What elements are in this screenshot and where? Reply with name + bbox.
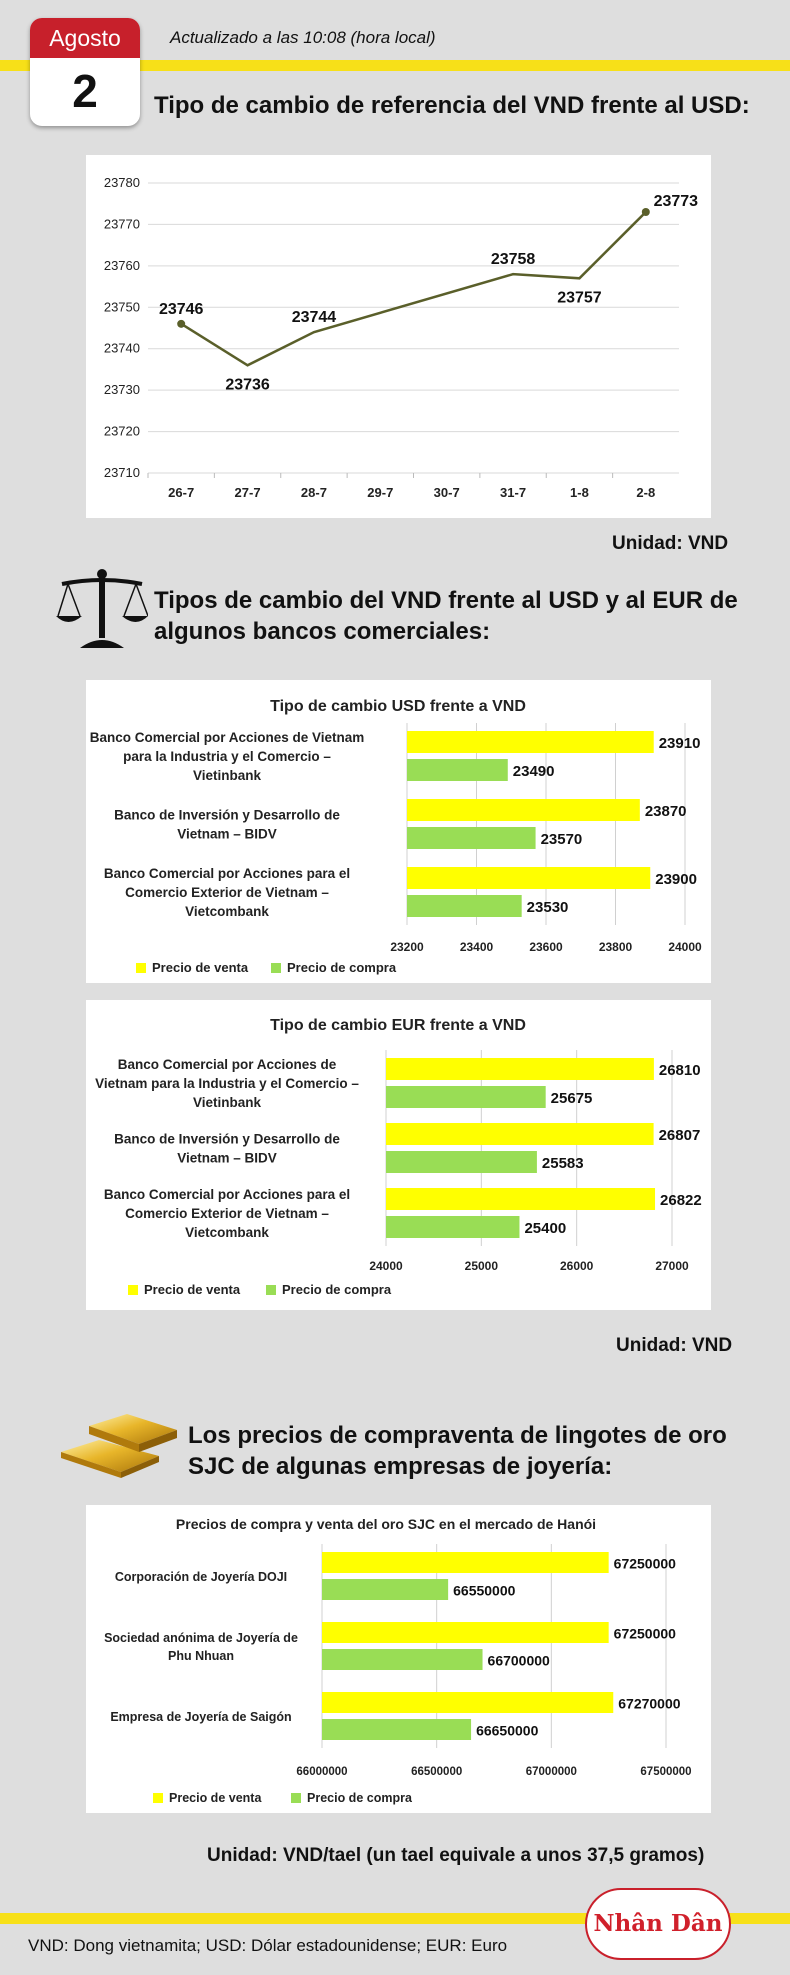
- banks-title-line2: algunos bancos comerciales:: [154, 618, 491, 645]
- y-tick-label: 23750: [103, 299, 140, 315]
- data-label: 23900: [655, 871, 697, 888]
- y-tick-label: 23710: [103, 465, 140, 480]
- legend-swatch-sell: [128, 1285, 138, 1295]
- x-tick-label: 27000: [655, 1259, 689, 1273]
- chart-title: Tipo de cambio EUR frente a VND: [270, 1017, 526, 1034]
- eur-rate-svg: [86, 1000, 711, 1310]
- chart-title: Tipo de cambio USD frente a VND: [270, 698, 526, 715]
- bar-sell: [407, 731, 654, 753]
- category-label: Vietcombank: [185, 904, 269, 919]
- category-label: Vietcombank: [185, 1225, 269, 1240]
- x-tick-label: 26000: [559, 1259, 594, 1273]
- legend-label-buy: Precio de compra: [307, 1791, 412, 1805]
- y-tick-label: 23740: [103, 340, 140, 356]
- gold-bar-icon: [55, 1400, 180, 1485]
- data-label: 26810: [658, 1062, 701, 1079]
- abbreviations-note: VND: Dong vietnamita; USD: Dólar estadounidense; EUR: Euro: [28, 1936, 508, 1955]
- category-label: Comercio Exterior de Vietnam –: [125, 885, 329, 900]
- category-label: Vietinbank: [192, 768, 262, 783]
- bar-buy: [322, 1579, 448, 1600]
- data-label: 23530: [526, 899, 569, 916]
- bar-sell: [322, 1552, 609, 1573]
- banks-title-line1: Tipos de cambio del VND frente al USD y al EUR de: [154, 587, 738, 614]
- legend-label-sell: Precio de venta: [169, 1791, 262, 1805]
- calendar-month: Agosto: [30, 18, 140, 58]
- gold-title-line2: SJC de algunas empresas de joyería:: [188, 1453, 613, 1480]
- data-label: 23746: [158, 300, 204, 318]
- x-tick-label: 1-8: [570, 485, 589, 500]
- category-label: Banco de Inversión y Desarrollo de: [114, 807, 340, 823]
- data-label: 25583: [541, 1155, 584, 1172]
- data-label: 67250000: [613, 1555, 676, 1572]
- x-tick-label: 29-7: [367, 485, 394, 500]
- legend-label-sell: Precio de venta: [152, 960, 249, 975]
- gold-section-title: [188, 1420, 727, 1482]
- x-tick-label: 2-8: [636, 485, 656, 500]
- category-label: Vietnam – BIDV: [177, 826, 277, 842]
- x-tick-label: 23800: [598, 940, 633, 954]
- x-tick-label: 26-7: [168, 485, 195, 500]
- data-label: 66650000: [476, 1722, 539, 1739]
- x-tick-label: 66000000: [296, 1766, 348, 1778]
- category-label: Vietnam – BIDV: [177, 1150, 277, 1166]
- data-label: 23910: [658, 735, 701, 752]
- x-tick-label: 25000: [464, 1259, 499, 1273]
- eur-rate-chart: [86, 1000, 711, 1310]
- data-label: 23773: [653, 193, 699, 210]
- x-tick-label: 28-7: [300, 485, 327, 500]
- data-label: 26807: [658, 1127, 701, 1144]
- data-label: 23758: [490, 251, 536, 269]
- category-label: Empresa de Joyería de Saigón: [110, 1710, 292, 1724]
- bar-buy: [322, 1719, 471, 1740]
- reference-rate-svg: [86, 155, 711, 518]
- bar-buy: [386, 1151, 537, 1173]
- nhan-dan-logo: Nhân Dân: [585, 1888, 731, 1960]
- bar-sell: [386, 1188, 655, 1210]
- calendar-day: 2: [72, 65, 98, 117]
- category-label: para la Industria y el Comercio –: [123, 749, 331, 764]
- bar-sell: [407, 799, 640, 821]
- update-time: Actualizado a las 10:08 (hora local): [170, 28, 436, 47]
- x-tick-label: 23200: [390, 940, 424, 954]
- category-label: Vietinbank: [192, 1095, 262, 1110]
- x-tick-label: 67000000: [525, 1766, 577, 1778]
- reference-rate-chart: [86, 155, 711, 518]
- data-label: 23870: [644, 803, 687, 820]
- bar-buy: [407, 895, 522, 917]
- banks-unit: Unidad: VND: [616, 1335, 733, 1356]
- x-tick-label: 30-7: [433, 485, 460, 500]
- x-tick-label: 24000: [668, 940, 702, 954]
- bar-sell: [386, 1123, 654, 1145]
- x-tick-label: 24000: [369, 1259, 403, 1273]
- x-tick-label: 66500000: [411, 1766, 463, 1778]
- data-label: 23736: [225, 376, 270, 394]
- y-tick-label: 23720: [103, 423, 140, 439]
- chart-title: Precios de compra y venta del oro SJC en el mercado de Hanói: [175, 1516, 597, 1532]
- category-label: Banco Comercial por Acciones para el: [103, 866, 351, 881]
- gold-title-line1: Los precios de compraventa de lingotes de oro: [188, 1422, 727, 1449]
- category-label: Phu Nhuan: [168, 1649, 234, 1663]
- data-label: 66700000: [487, 1652, 550, 1669]
- x-tick-label: 67500000: [640, 1766, 692, 1778]
- data-point: [642, 208, 650, 216]
- gold-price-svg: [86, 1505, 711, 1813]
- scale-icon: [56, 566, 148, 656]
- y-tick-label: 23780: [103, 175, 140, 190]
- category-label: Banco Comercial por Acciones de: [117, 1057, 337, 1072]
- banks-section-title: [154, 585, 738, 647]
- bar-sell: [386, 1058, 654, 1080]
- legend-swatch-sell: [136, 963, 146, 973]
- bar-buy: [386, 1216, 519, 1238]
- category-label: Banco Comercial por Acciones de Vietnam: [89, 730, 365, 745]
- category-label: Banco Comercial por Acciones para el: [103, 1187, 351, 1202]
- bar-buy: [322, 1649, 483, 1670]
- gold-unit: Unidad: VND/tael (un tael equivale a unos 37,5 gramos): [207, 1845, 705, 1866]
- usd-rate-svg: [86, 680, 711, 983]
- category-label: Banco de Inversión y Desarrollo de: [114, 1131, 340, 1147]
- reference-unit: Unidad: VND: [612, 533, 729, 554]
- data-label: 66550000: [453, 1582, 516, 1599]
- calendar-icon: [30, 18, 140, 126]
- category-label: Sociedad anónima de Joyería de: [104, 1631, 298, 1645]
- category-label: Corporación de Joyería DOJI: [114, 1570, 288, 1584]
- data-label: 26822: [660, 1192, 702, 1209]
- bar-buy: [386, 1086, 546, 1108]
- bar-buy: [407, 827, 536, 849]
- x-tick-label: 23600: [529, 940, 563, 954]
- legend-swatch-buy: [271, 963, 281, 973]
- data-label: 23490: [512, 763, 555, 780]
- legend-label-buy: Precio de compra: [282, 1282, 392, 1297]
- legend-swatch-buy: [291, 1793, 301, 1803]
- bar-sell: [322, 1622, 609, 1643]
- x-tick-label: 31-7: [500, 485, 527, 500]
- data-label: 23570: [540, 831, 583, 848]
- data-label: 23744: [291, 309, 337, 327]
- category-label: Comercio Exterior de Vietnam –: [125, 1206, 329, 1221]
- page-title: Tipo de cambio de referencia del VND frente al USD:: [154, 92, 750, 119]
- category-label: Vietnam para la Industria y el Comercio –: [95, 1076, 359, 1091]
- bar-buy: [407, 759, 508, 781]
- data-point: [177, 320, 185, 328]
- bar-sell: [322, 1692, 613, 1713]
- x-tick-label: 27-7: [234, 485, 261, 500]
- legend-label-sell: Precio de venta: [144, 1282, 241, 1297]
- x-tick-label: 23400: [459, 940, 494, 954]
- y-tick-label: 23770: [103, 216, 140, 232]
- usd-rate-chart: [86, 680, 711, 983]
- bar-sell: [407, 867, 650, 889]
- data-label: 25400: [524, 1220, 567, 1237]
- legend-swatch-sell: [153, 1793, 163, 1803]
- data-label: 23757: [557, 289, 602, 307]
- data-label: 67250000: [613, 1625, 676, 1642]
- data-label: 67270000: [618, 1695, 681, 1712]
- gold-price-chart: [86, 1505, 711, 1813]
- legend-swatch-buy: [266, 1285, 276, 1295]
- data-label: 25675: [550, 1090, 593, 1107]
- y-tick-label: 23760: [103, 257, 140, 273]
- legend-label-buy: Precio de compra: [287, 960, 397, 975]
- y-tick-label: 23730: [103, 382, 140, 398]
